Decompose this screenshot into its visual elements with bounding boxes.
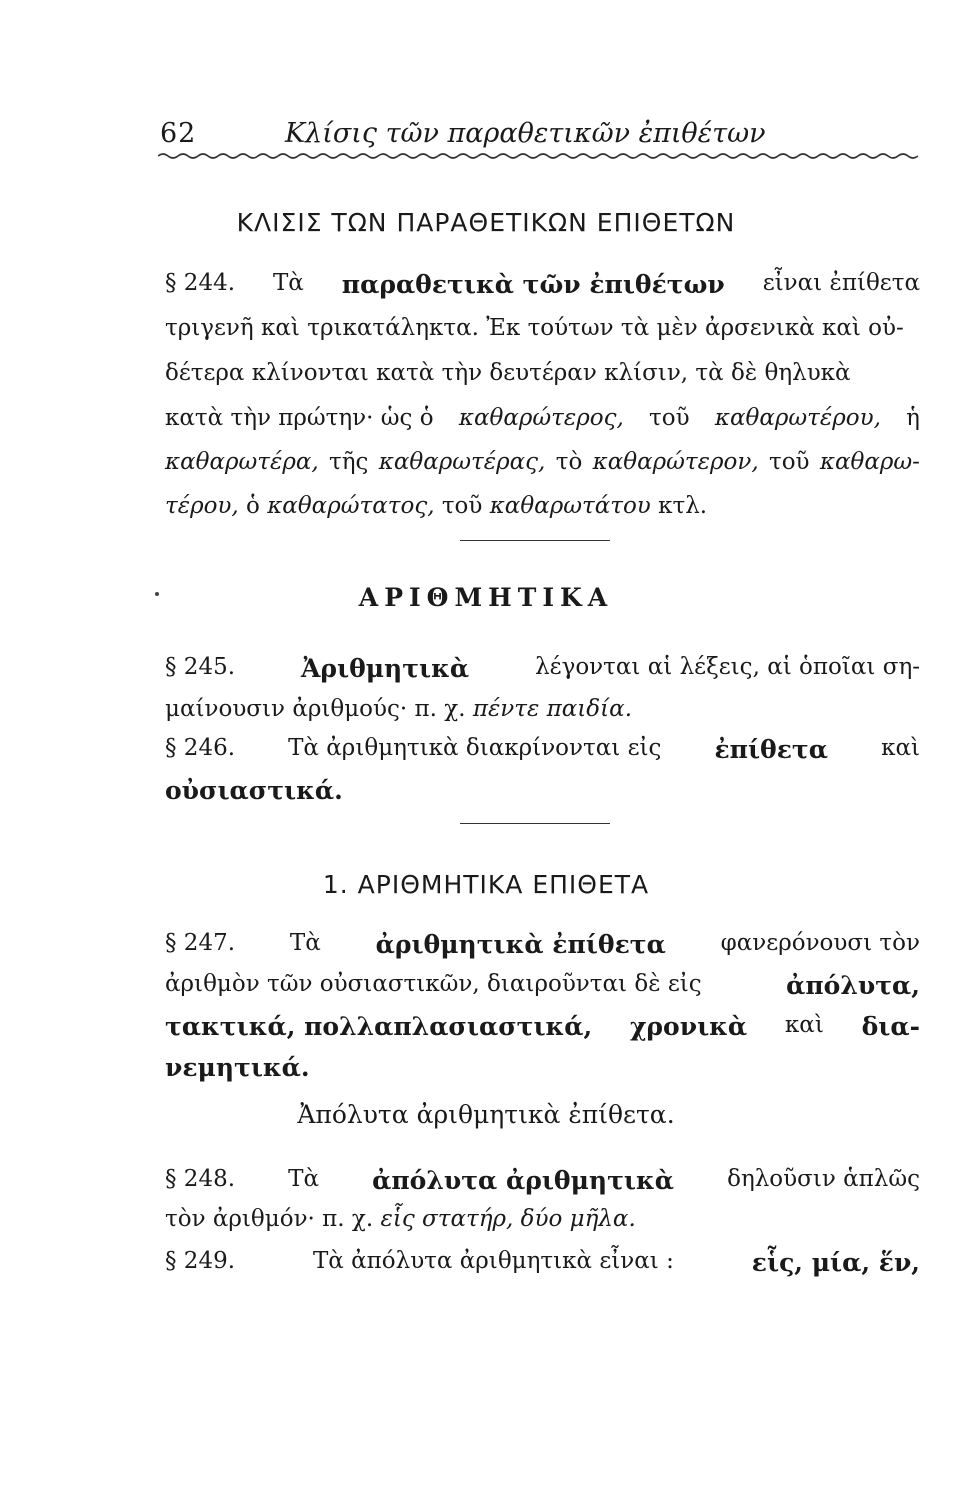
para-248-pre: Τὰ — [288, 1166, 320, 1192]
para-247-l2a: ἀριθμὸν τῶν οὐσιαστικῶν, διαιροῦνται δὲ εἰς — [165, 971, 702, 997]
para-247-line-4: νεμητικά. — [165, 1053, 310, 1082]
para-245-bold: Ἀριθμητικὰ — [300, 654, 470, 683]
para-247-line-2 — [165, 973, 920, 998]
para-244-line-5 — [165, 451, 920, 474]
wavy-rule — [158, 150, 918, 162]
para-249-line-1 — [165, 1250, 920, 1275]
para-245-line-2 — [165, 698, 920, 721]
para-244-l6c: καθαρώτατος, — [267, 493, 435, 519]
para-244-l5d: τὸ — [555, 449, 583, 475]
para-245-l2a: μαίνουσιν ἀριθμούς· π. χ. — [165, 696, 466, 722]
para-244-l5b: τῆς — [329, 449, 369, 475]
para-247-l3a: τακτικά, πολλαπλασιαστικά, — [165, 1012, 593, 1041]
para-244-number: § 244. — [165, 270, 236, 296]
para-249-pre: Τὰ ἀπόλυτα ἀριθμητικὰ εἶναι : — [312, 1248, 674, 1274]
para-244-l5c: καθαρωτέρας, — [378, 449, 546, 475]
para-244-l4a: κατὰ τὴν πρώτην· ὡς ὁ — [165, 405, 434, 431]
para-247-line-1 — [165, 932, 920, 957]
para-244-line-4 — [165, 407, 920, 430]
para-247-post: φανερόνουσι τὸν — [720, 930, 920, 956]
para-246-post: καὶ — [881, 735, 920, 761]
para-244-l4e: ἡ — [906, 405, 920, 431]
para-246-number: § 246. — [165, 735, 236, 761]
para-248-l2a: τὸν ἀριθμόν· π. χ. — [165, 1206, 374, 1232]
para-247-line-3 — [165, 1014, 920, 1039]
para-248-bold: ἀπόλυτα ἀριθμητικὰ — [372, 1166, 674, 1195]
para-245-number: § 245. — [165, 654, 236, 680]
para-248-line-1 — [165, 1168, 920, 1193]
section-divider-2 — [460, 823, 610, 824]
section-divider-1 — [460, 540, 610, 541]
para-244-l6d: τοῦ — [441, 493, 483, 519]
page-number: 62 — [160, 118, 197, 149]
para-246-pre: Τὰ ἀριθμητικὰ διακρίνονται εἰς — [288, 735, 662, 761]
para-244-l5f: τοῦ — [768, 449, 810, 475]
para-246-bold: ἐπίθετα — [714, 735, 828, 764]
para-244-line-2: τριγενῆ καὶ τρικατάληκτα. Ἐκ τούτων τὰ μὲν ἀρσενικὰ καὶ οὐ- — [165, 315, 904, 341]
para-248-post: δηλοῦσιν ἁπλῶς — [727, 1166, 920, 1192]
para-244-l6a: τέρου, — [165, 493, 239, 519]
section-title-comparatives: ΚΛΙΣΙΣ ΤΩΝ ΠΑΡΑΘΕΤΙΚΩΝ ΕΠΙΘΕΤΩΝ — [236, 208, 736, 237]
para-244-l5a: καθαρωτέρα, — [165, 449, 319, 475]
para-244-line-3: δέτερα κλίνονται κατὰ τὴν δευτέραν κλίσιν, τὰ δὲ θηλυκὰ — [165, 360, 851, 386]
para-247-number: § 247. — [165, 930, 236, 956]
para-244-pre: Τὰ — [272, 270, 304, 296]
para-247-l3c: καὶ — [784, 1012, 824, 1038]
para-247-l2b: ἀπόλυτα, — [786, 971, 920, 1000]
para-247-pre: Τὰ — [289, 930, 321, 956]
para-244-l6f: κτλ. — [658, 493, 708, 519]
para-246-line-2: οὐσιαστικά. — [165, 776, 343, 805]
para-244-l5g: καθαρω- — [819, 449, 920, 475]
subheading-absolute-numerals: Ἀπόλυτα ἀριθμητικὰ ἐπίθετα. — [297, 1100, 675, 1129]
para-248-number: § 248. — [165, 1166, 236, 1192]
section-title-numerals: ΑΡΙΘΜΗΤΙΚΑ — [358, 583, 614, 612]
para-245-line-1 — [165, 656, 920, 681]
para-244-line-1 — [165, 272, 920, 297]
para-244-l4c: τοῦ — [649, 405, 690, 431]
para-244-l4b: καθαρώτερος, — [458, 405, 624, 431]
para-244-l6b: ὁ — [246, 493, 260, 519]
para-244-line-6 — [165, 495, 920, 518]
para-247-l3b: χρονικὰ — [629, 1012, 748, 1041]
para-244-l4d: καθαρωτέρου, — [714, 405, 881, 431]
para-249-number: § 249. — [165, 1248, 236, 1274]
para-244-l6e: καθαρωτάτου — [489, 493, 651, 519]
para-245-l2b: πέντε παιδία. — [472, 696, 633, 722]
para-245-post: λέγονται αἱ λέξεις, αἱ ὁποῖαι ση- — [535, 654, 920, 680]
section-title-numeral-adjectives: 1. ΑΡΙΘΜΗΤΙΚΑ ΕΠΙΘΕΤΑ — [322, 870, 650, 899]
para-247-bold: ἀριθμητικὰ ἐπίθετα — [375, 930, 666, 959]
para-244-post: εἶναι ἐπίθετα — [762, 270, 920, 296]
running-title: Κλίσις τῶν παραθετικῶν ἐπιθέτων — [285, 118, 766, 149]
para-248-line-2 — [165, 1208, 920, 1231]
para-244-l5e: καθαρώτερον, — [592, 449, 759, 475]
para-248-l2b: εἷς στατήρ, δύο μῆλα. — [380, 1206, 636, 1232]
para-249-bold: εἷς, μία, ἕν, — [751, 1248, 920, 1277]
para-246-line-1 — [165, 737, 920, 762]
para-247-l3d: δια- — [861, 1012, 920, 1041]
para-244-bold: παραθετικὰ τῶν ἐπιθέτων — [341, 270, 725, 299]
